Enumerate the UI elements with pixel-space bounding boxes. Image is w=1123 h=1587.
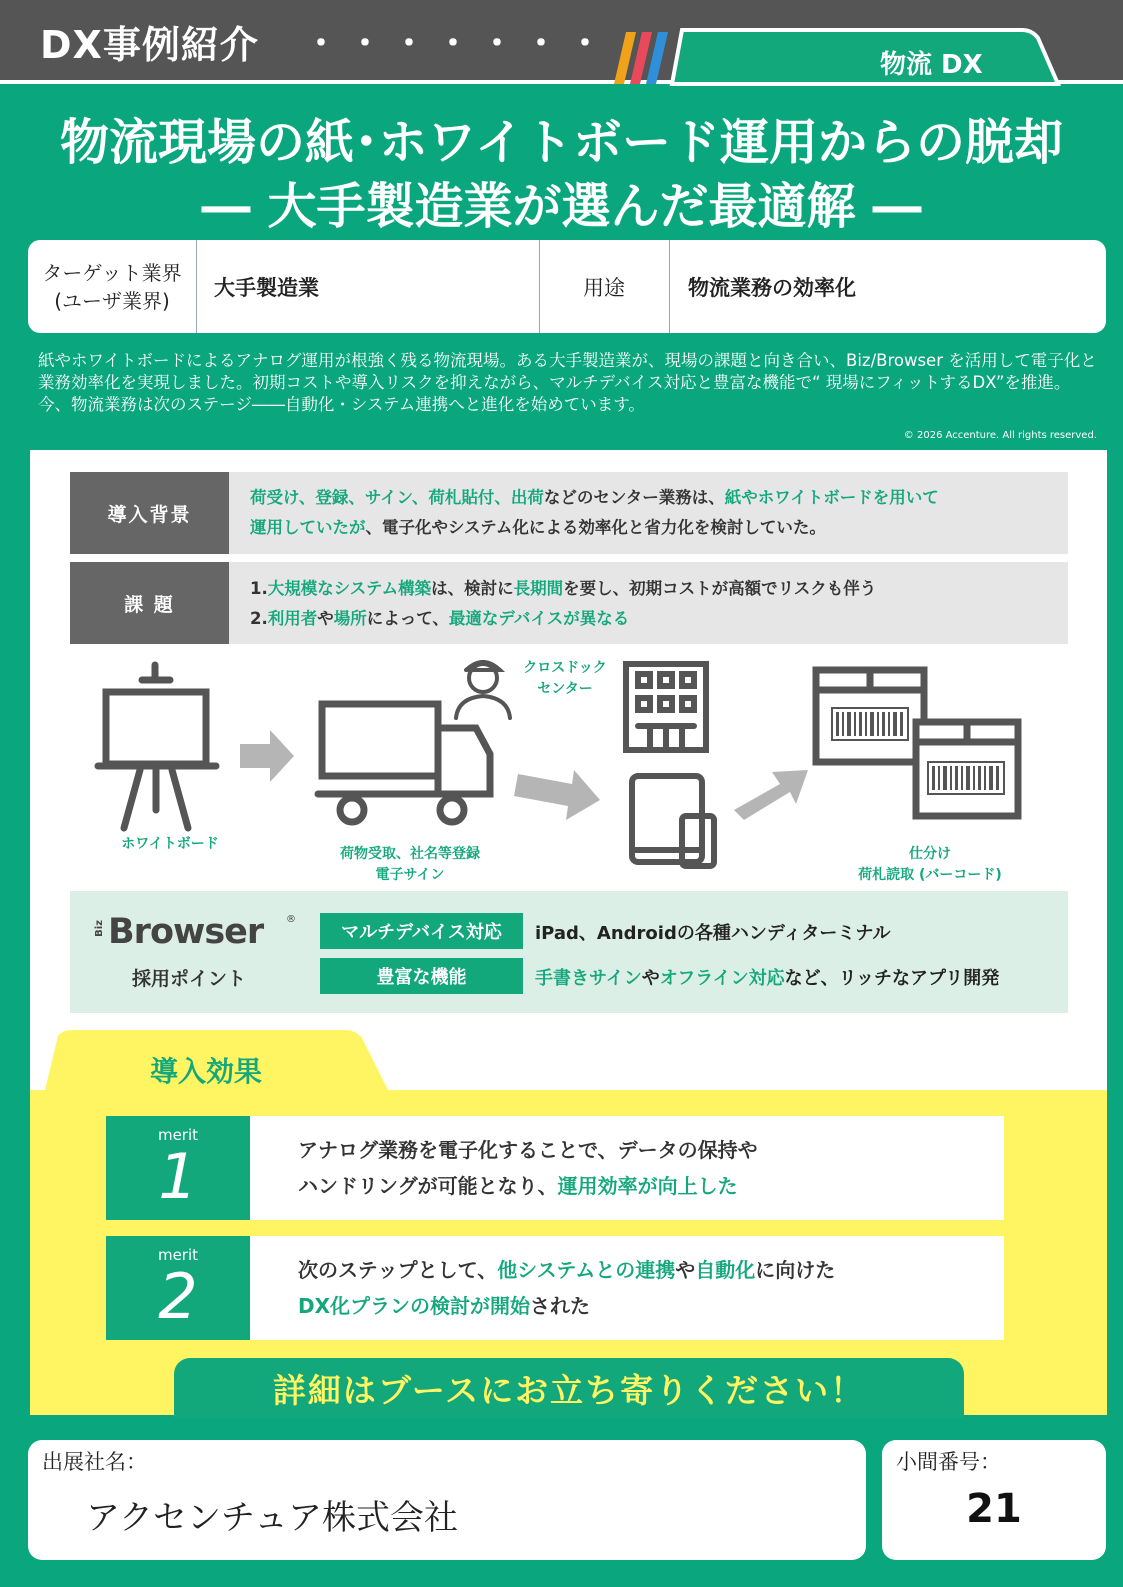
background-line2-part: 、電子化やシステム化による効率化と省力化を検討していた。 [365,518,826,537]
merit-word: merit [157,1126,199,1144]
sort-caption-line1: 仕分け [909,846,951,862]
issue-line2-part: によって、 [366,609,449,628]
page-title-line1: 物流現場の紙･ホワイトボード運用からの脱却 [59,114,1064,171]
header-title: DX事例紹介 [40,23,259,67]
features-text-part: 手書きサイン [535,968,642,989]
use-value: 物流業務の効率化 [688,275,856,300]
background-line2-part: 運用していたが [250,518,366,537]
issue-line1 [250,575,876,599]
booth-number-box [882,1440,1106,1560]
issue-line1-part: を要し、初期コストが高額でリスクも伴う [563,579,877,598]
multidevice-tag: マルチデバイス対応 [320,913,523,949]
merit-number: 2 [158,1260,198,1333]
truck-caption [300,844,520,886]
background-line1 [250,484,939,508]
logo-biz: Biz [94,920,105,937]
sort-caption [830,844,1030,886]
truck-caption-line1: 荷物受取、社名等登録 [340,846,480,862]
merit-number: 1 [158,1140,198,1213]
merit-2-part: や [675,1258,696,1282]
issue-row [70,562,1068,644]
target-industry-label [28,240,196,333]
background-label: 導入背景 [70,472,229,554]
whiteboard-icon [98,665,216,828]
merit-badge-2 [106,1236,250,1340]
issue-line1-part: 長期間 [513,579,564,598]
target-industry-label-line1: ターゲット業界 [42,260,182,285]
booth-number: 21 [966,1486,1022,1532]
truck-icon [318,704,490,822]
features-text-part: オフライン対応 [659,968,785,989]
merit-2-line2 [298,1288,835,1324]
features-text-part: や [641,968,660,989]
bizbrowser-logo [94,912,304,962]
crossdock-caption [505,658,625,700]
issue-line2-part: 2. [250,609,268,628]
copyright: © 2026 Accenture. All rights reserved. [903,430,1097,441]
issue-line1-part: 大規模なシステム構築 [267,579,432,598]
description: 紙やホワイトボードによるアナログ運用が根強く残る物流現場。ある大手製造業が、現場の課題と向き合い、Biz/Browser を活用して電子化と業務効率化を実現しました。初期コストや導入リスクを抑えながら、マルチデバイス対応と豊富な機能で“ 現場にフィットするDX”を推進。今、物流業務は次のステージ――自動化・システム連携へと進化を始めています。 [38,351,1097,414]
issue-line2-part: 場所 [333,609,367,628]
merit-card-2 [106,1236,1004,1340]
features-tag: 豊富な機能 [320,958,523,994]
issue-line1-part: は、検討に [431,579,514,598]
target-industry-label-line2: (ユーザ業界) [54,288,170,313]
logo-browser: Browser [108,912,264,952]
effect-title: 導入効果 [150,1055,263,1088]
merit-card-1 [106,1116,1004,1220]
exhibitor-name: アクセンチュア株式会社 [86,1498,458,1538]
merit-2-part: に向けた [755,1258,836,1282]
crossdock-caption-line1: クロスドック [523,660,607,676]
merit-text-1 [298,1132,758,1204]
background-line1-part: などのセンター業務は、 [543,488,725,507]
merit-2-part: 他システムとの連携 [497,1258,676,1282]
truck-caption-line2: 電子サイン [375,867,445,883]
exhibitor-label: 出展社名： [42,1450,147,1474]
worker-icon [456,662,510,718]
merit-2-part: された [530,1294,591,1318]
merit-badge-1 [106,1116,250,1220]
info-divider [196,240,197,333]
background-line2 [250,514,826,538]
booth-cta: 詳細はブースにお立ち寄りください！ [174,1358,964,1418]
merit-1-line2 [298,1168,758,1204]
issue-line1-part: 1. [250,579,268,598]
whiteboard-caption: ホワイトボード [121,836,219,852]
merit-1-line2-highlight: 運用効率が向上した [557,1174,738,1198]
merit-2-line1 [298,1252,835,1288]
info-table [28,240,1106,333]
tablet-phone-icon [632,776,714,866]
page-title-line2: ― 大手製造業が選んだ最適解 ― [201,178,922,235]
features-text [535,964,999,990]
multidevice-text: iPad、Androidの各種ハンディターミナル [535,923,891,944]
merit-word: merit [157,1246,199,1264]
issue-line2 [250,605,629,629]
building-icon [626,664,706,750]
logo-registered: ® [286,914,296,925]
merit-1-line2-plain: ハンドリングが可能となり、 [298,1174,558,1198]
booth-number-label: 小間番号： [896,1450,1001,1474]
crossdock-caption-line2: センター [537,681,593,697]
category-tab [612,26,1072,86]
background-row [70,472,1068,554]
merit-2-part: 次のステップとして、 [298,1258,498,1282]
adoption-label: 採用ポイント [132,968,247,990]
issue-line2-part: 最適なデバイスが異なる [448,609,630,628]
issue-line2-part: や [317,609,334,628]
info-divider [669,240,670,333]
use-label: 用途 [583,275,625,300]
issue-line2-part: 利用者 [267,609,318,628]
merit-1-line1: アナログ業務を電子化することで、データの保持や [298,1138,758,1162]
target-industry-value: 大手製造業 [214,275,319,300]
background-line1-part: 紙やホワイトボードを用いて [724,488,939,507]
category-tab-label: 物流 DX [880,50,983,80]
sort-caption-line2: 荷札読取 (バーコード) [858,867,1002,883]
merit-2-part: 自動化 [695,1258,756,1282]
header-dots: ・・・・・・・ [304,24,612,64]
issue-label: 課 題 [70,562,229,644]
exhibitor-box [28,1440,866,1560]
merit-text-2 [298,1252,835,1324]
background-line1-part: 荷受け、登録、サイン、荷札貼付、出荷 [250,488,544,507]
features-text-part: など、リッチなアプリ開発 [784,968,1000,989]
merit-2-part: DX化プランの検討が開始 [298,1294,531,1318]
